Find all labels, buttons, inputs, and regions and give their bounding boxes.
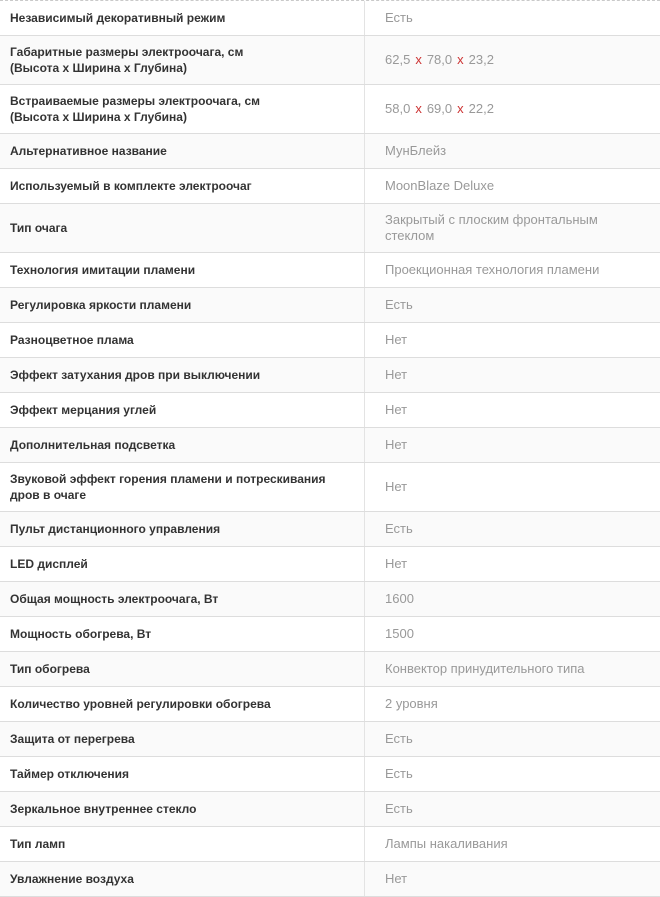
- dimension-value: 69,0: [426, 101, 453, 116]
- spec-label: [0, 512, 365, 546]
- spec-label-text: LED дисплей: [10, 557, 88, 571]
- spec-value: Проекционная технология пламени: [385, 262, 600, 277]
- spec-label-text: Мощность обогрева, Вт: [10, 627, 152, 641]
- spec-label-text: Эффект мерцания углей: [10, 403, 157, 417]
- spec-label-text: Увлажнение воздуха: [10, 872, 134, 886]
- spec-label-text: Эффект затухания дров при выключении: [10, 368, 261, 382]
- spec-value: Нет: [385, 332, 408, 347]
- spec-label-text: Технология имитации пламени: [10, 263, 196, 277]
- spec-label-text: Общая мощность электроочага, Вт: [10, 592, 219, 606]
- spec-value: Нет: [385, 871, 408, 886]
- spec-row: [0, 582, 660, 617]
- dimension-value: 22,2: [468, 101, 494, 116]
- spec-label-text-line2: (Высота х Ширина х Глубина): [10, 61, 187, 75]
- spec-label: [0, 687, 365, 721]
- spec-label: [0, 85, 365, 133]
- spec-label-text: Звуковой эффект горения пламени и потрескивания: [10, 472, 326, 486]
- spec-value: МунБлейз: [385, 143, 447, 158]
- spec-label-text: Тип обогрева: [10, 662, 90, 676]
- spec-label-text: Тип ламп: [10, 837, 66, 851]
- spec-label-text: Пульт дистанционного управления: [10, 522, 221, 536]
- spec-value-dimensions: [365, 36, 660, 84]
- spec-row: [0, 36, 660, 85]
- spec-value: MoonBlaze Deluxe: [385, 178, 495, 193]
- spec-row: [0, 512, 660, 547]
- spec-value: Есть: [385, 766, 413, 781]
- spec-row: [0, 722, 660, 757]
- spec-row: [0, 652, 660, 687]
- spec-label-text-line2: дров в очаге: [10, 488, 87, 502]
- spec-label: [0, 169, 365, 203]
- spec-label: [0, 792, 365, 826]
- spec-row: [0, 463, 660, 512]
- spec-label-text: Таймер отключения: [10, 767, 130, 781]
- spec-value: Есть: [385, 521, 413, 536]
- spec-value: Нет: [385, 479, 408, 494]
- spec-row: [0, 792, 660, 827]
- spec-value: 1600: [385, 591, 414, 606]
- dimension-value: 78,0: [426, 52, 453, 67]
- spec-label: [0, 463, 365, 511]
- spec-row: [0, 617, 660, 652]
- spec-label: [0, 134, 365, 168]
- spec-label: [0, 36, 365, 84]
- spec-value: Нет: [385, 402, 408, 417]
- dimension-value: 58,0: [385, 101, 411, 116]
- spec-value: Есть: [385, 10, 413, 25]
- spec-label: [0, 358, 365, 392]
- spec-label-text: Независимый декоративный режим: [10, 11, 226, 25]
- spec-label-text: Защита от перегрева: [10, 732, 135, 746]
- spec-row: [0, 547, 660, 582]
- spec-label: [0, 253, 365, 287]
- spec-row: [0, 85, 660, 134]
- spec-row: [0, 687, 660, 722]
- spec-label: [0, 288, 365, 322]
- spec-label: [0, 323, 365, 357]
- dimension-separator: x: [415, 52, 422, 67]
- spec-label-text: Габаритные размеры электроочага, см: [10, 45, 244, 59]
- spec-label-text: Дополнительная подсветка: [10, 438, 176, 452]
- spec-value: Конвектор принудительного типа: [385, 661, 585, 676]
- spec-value: Есть: [385, 297, 413, 312]
- spec-label: [0, 204, 365, 252]
- spec-label-text-line2: (Высота х Ширина х Глубина): [10, 110, 187, 124]
- spec-row: [0, 827, 660, 862]
- spec-label: [0, 547, 365, 581]
- spec-value: Есть: [385, 801, 413, 816]
- spec-label-text: Альтернативное название: [10, 144, 167, 158]
- spec-row: [0, 134, 660, 169]
- dimension-separator: x: [457, 101, 464, 116]
- spec-row: [0, 757, 660, 792]
- spec-label: [0, 617, 365, 651]
- spec-value: Закрытый с плоским фронтальным стеклом: [385, 212, 598, 243]
- spec-label: [0, 722, 365, 756]
- dimension-value: 62,5: [385, 52, 411, 67]
- spec-value: Есть: [385, 731, 413, 746]
- spec-value: Лампы накаливания: [385, 836, 508, 851]
- spec-value: Нет: [385, 437, 408, 452]
- spec-label-text: Используемый в комплекте электроочаг: [10, 179, 252, 193]
- spec-label-text: Встраиваемые размеры электроочага, см: [10, 94, 260, 108]
- spec-row: [0, 204, 660, 253]
- spec-label-text: Зеркальное внутреннее стекло: [10, 802, 197, 816]
- spec-value: Нет: [385, 556, 408, 571]
- spec-label: [0, 582, 365, 616]
- spec-row: [0, 862, 660, 897]
- spec-label-text: Тип очага: [10, 221, 68, 235]
- spec-label: [0, 393, 365, 427]
- spec-label-text: Количество уровней регулировки обогрева: [10, 697, 271, 711]
- spec-label-text: Разноцветное плама: [10, 333, 134, 347]
- spec-row: [0, 358, 660, 393]
- spec-row: [0, 169, 660, 204]
- spec-value: 1500: [385, 626, 414, 641]
- spec-value: 2 уровня: [385, 696, 438, 711]
- spec-label: [0, 827, 365, 861]
- spec-label: [0, 1, 365, 35]
- spec-row: [0, 253, 660, 288]
- dimension-separator: x: [415, 101, 422, 116]
- spec-row: [0, 428, 660, 463]
- spec-row: [0, 1, 660, 36]
- spec-value: Нет: [385, 367, 408, 382]
- spec-label: [0, 652, 365, 686]
- spec-label: [0, 428, 365, 462]
- dimension-value: 23,2: [468, 52, 494, 67]
- spec-value-dimensions: [365, 85, 660, 133]
- spec-row: [0, 288, 660, 323]
- spec-row: [0, 393, 660, 428]
- spec-row: [0, 323, 660, 358]
- spec-label: [0, 757, 365, 791]
- spec-label-text: Регулировка яркости пламени: [10, 298, 192, 312]
- spec-label: [0, 862, 365, 896]
- dimension-separator: x: [457, 52, 464, 67]
